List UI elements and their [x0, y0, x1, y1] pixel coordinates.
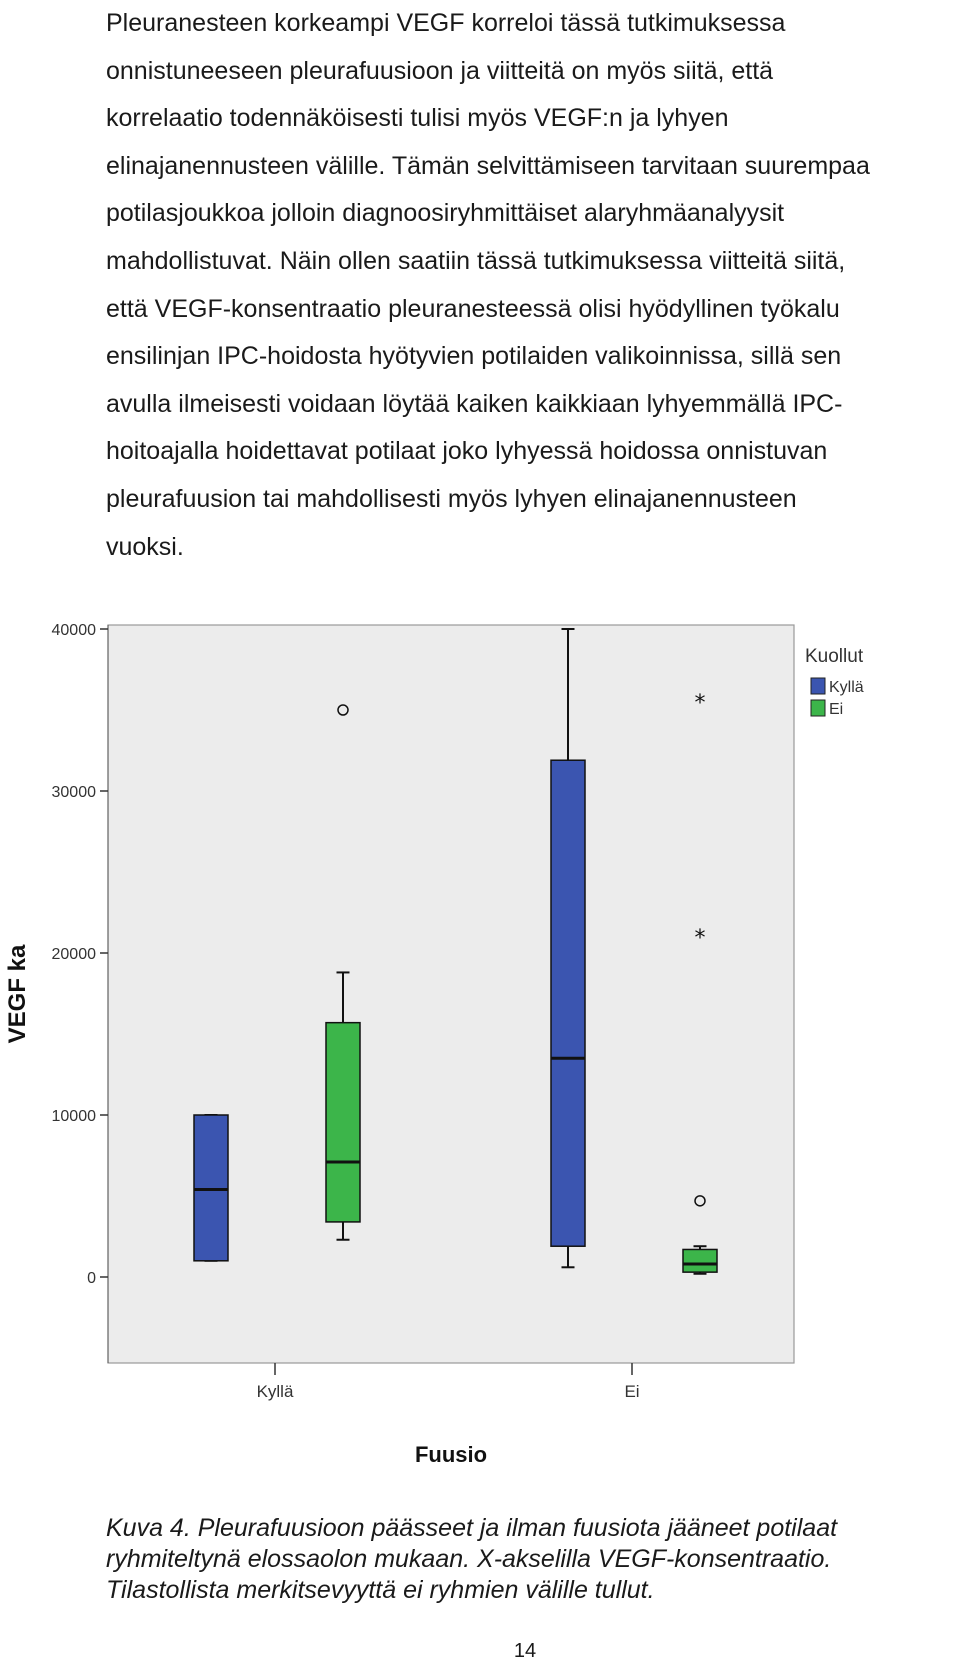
x-tick-label: Ei: [624, 1382, 640, 1401]
y-tick-label: 0: [87, 1270, 96, 1287]
body-line: Pleuranesteen korkeampi VEGF korreloi tässä tutkimuksessa: [106, 9, 786, 37]
caption-line: ryhmiteltynä elossaolon mukaan. X-akselilla VEGF-konsentraatio.: [106, 1545, 832, 1573]
box-iqr: [551, 760, 585, 1246]
x-tick-label: Kyllä: [256, 1382, 294, 1401]
extreme-point: *: [694, 690, 706, 716]
box-iqr: [326, 1023, 360, 1222]
body-paragraph: [106, 0, 946, 571]
y-tick-label: 20000: [51, 946, 96, 963]
body-line: että VEGF-konsentraatio pleuranesteessä olisi hyödyllinen työkalu: [106, 294, 840, 323]
y-tick-label: 10000: [51, 1108, 96, 1125]
legend-entry-kylla: Kyllä: [829, 679, 864, 696]
legend-swatch-kylla: [811, 678, 825, 694]
box-iqr: [194, 1115, 228, 1261]
body-line: avulla ilmeisesti voidaan löytää kaiken kaikkiaan lyhyemmällä IPC-: [106, 389, 843, 418]
legend: [805, 646, 864, 718]
boxplot-chart: [0, 610, 960, 1490]
body-line: vuoksi.: [106, 532, 184, 561]
body-line: onnistuneeseen pleurafuusioon ja viitteitä on myös siitä, että: [106, 56, 774, 85]
box-iqr: [683, 1249, 717, 1272]
y-tick-label: 30000: [51, 784, 96, 801]
x-axis-label: Fuusio: [414, 1442, 488, 1467]
body-line: hoitoajalla hoidettavat potilaat joko lyhyessä hoidossa onnistuvan: [106, 437, 828, 466]
body-line: elinajanennusteen välille. Tämän selvittämiseen tarvitaan suurempaa: [106, 151, 870, 180]
y-axis-label: VEGF ka: [4, 944, 31, 1044]
x-axis: [257, 1363, 640, 1401]
y-axis: [52, 622, 109, 1363]
legend-entry-ei: Ei: [829, 701, 844, 718]
legend-title: Kuollut: [805, 646, 864, 667]
body-line: ensilinjan IPC-hoidosta hyötyvien potilaiden valikoinnissa, sillä sen: [106, 342, 842, 371]
body-line: potilasjoukkoa jolloin diagnoosiryhmittäiset alaryhmäanalyysit: [106, 199, 785, 228]
caption-line: Tilastollista merkitsevyyttä ei ryhmien välille tullut.: [106, 1576, 655, 1604]
extreme-point: *: [694, 925, 706, 951]
body-line: mahdollistuvat. Näin ollen saatiin tässä tutkimuksessa viitteitä siitä,: [106, 246, 846, 275]
page-number: 14: [513, 1640, 537, 1662]
body-line: pleurafuusion tai mahdollisesti myös lyhyen elinajanennusteen: [106, 484, 797, 513]
body-line: korrelaatio todennäköisesti tulisi myös VEGF:n ja lyhyen: [106, 104, 729, 133]
legend-swatch-ei: [811, 700, 825, 716]
y-tick-label: 40000: [51, 622, 96, 639]
caption-line: Kuva 4. Pleurafuusioon päässeet ja ilman fuusiota jääneet potilaat: [106, 1514, 838, 1542]
figure-caption: [106, 1513, 946, 1606]
box-Kyllä-Kyllä: [194, 1115, 228, 1261]
